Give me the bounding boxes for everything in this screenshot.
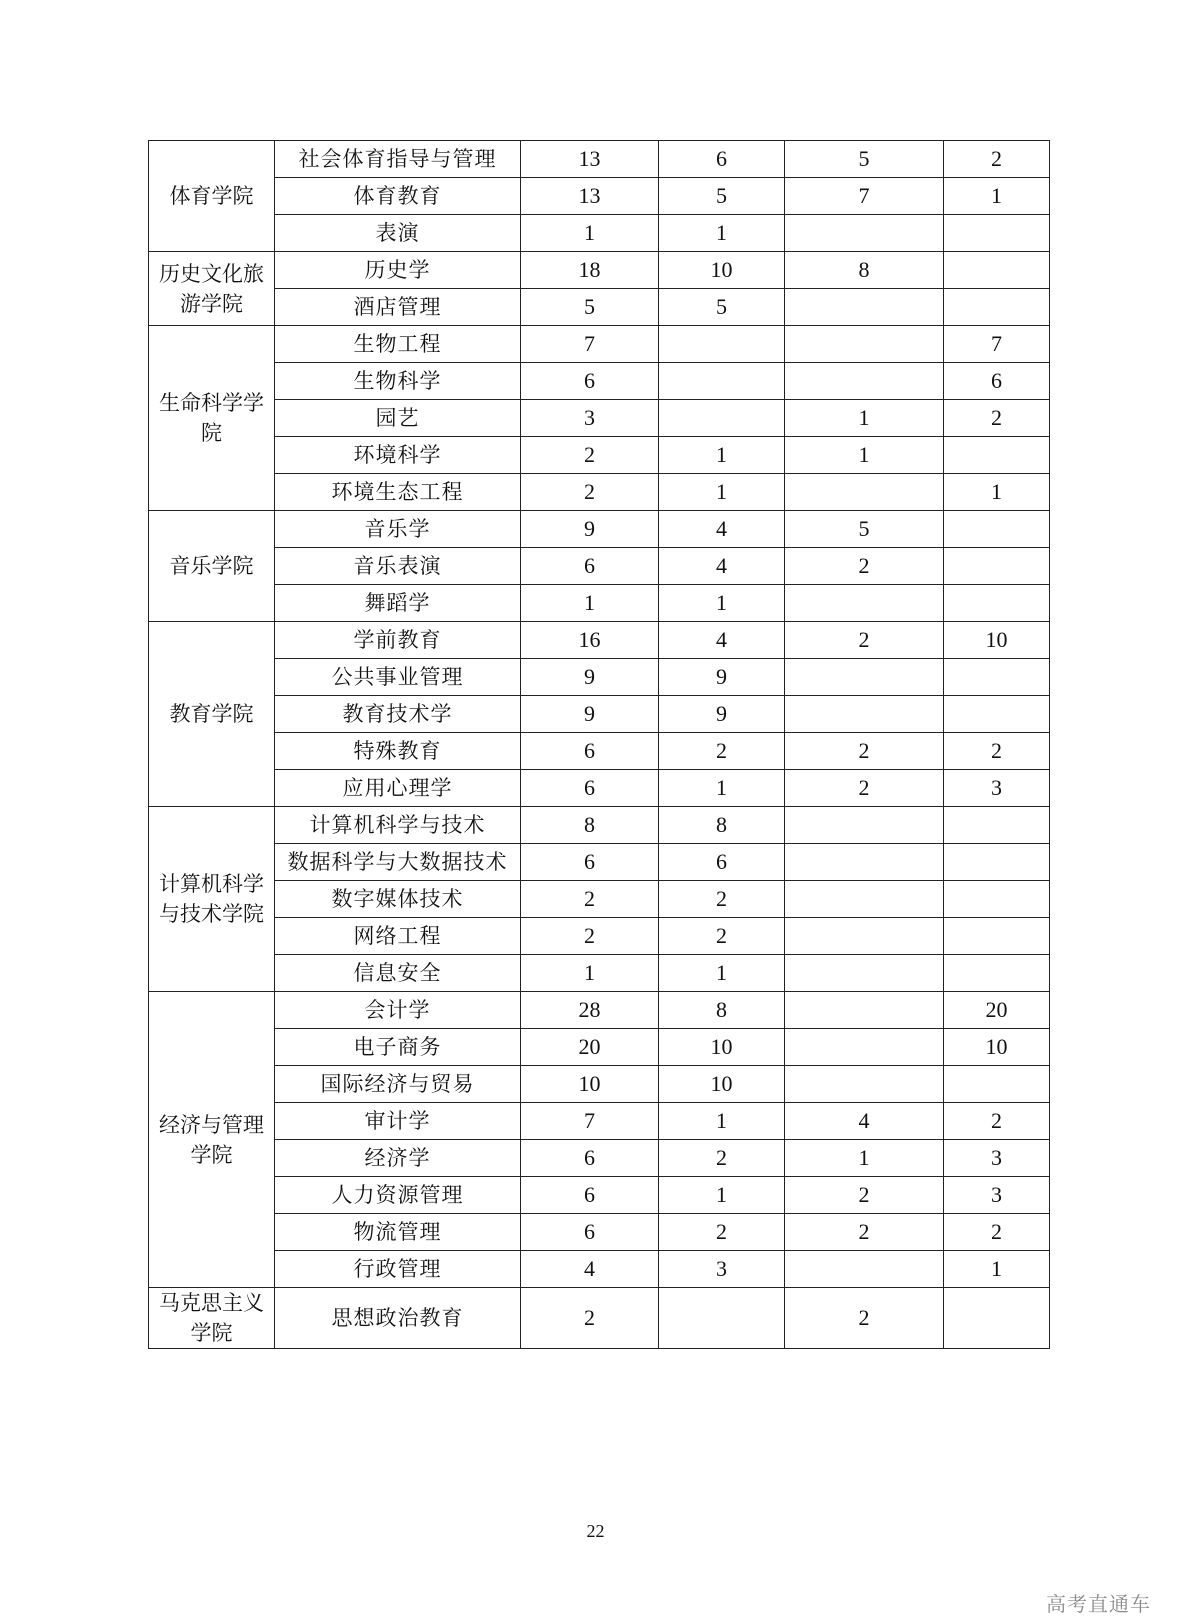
count-cell-2: 4 [785, 1103, 944, 1140]
major-cell: 应用心理学 [275, 770, 521, 807]
count-cell-1: 4 [659, 548, 785, 585]
count-cell-2 [785, 1029, 944, 1066]
count-cell-2: 5 [785, 511, 944, 548]
count-cell-3 [944, 585, 1050, 622]
count-cell-3: 6 [944, 363, 1050, 400]
count-cell-3: 3 [944, 1140, 1050, 1177]
count-cell-3: 1 [944, 178, 1050, 215]
count-cell-3: 3 [944, 1177, 1050, 1214]
count-cell-1: 2 [659, 1140, 785, 1177]
count-cell-2: 1 [785, 437, 944, 474]
total-cell: 13 [521, 141, 659, 178]
total-cell: 6 [521, 548, 659, 585]
total-cell: 6 [521, 733, 659, 770]
college-cell: 体育学院 [149, 141, 275, 252]
count-cell-3: 10 [944, 1029, 1050, 1066]
table-row [149, 844, 1050, 881]
major-cell: 审计学 [275, 1103, 521, 1140]
count-cell-1: 4 [659, 622, 785, 659]
major-cell: 历史学 [275, 252, 521, 289]
table-row [149, 326, 1050, 363]
table-row [149, 955, 1050, 992]
table-row [149, 548, 1050, 585]
table-row [149, 1214, 1050, 1251]
college-cell: 生命科学学院 [149, 326, 275, 511]
count-cell-1: 2 [659, 881, 785, 918]
count-cell-2 [785, 585, 944, 622]
count-cell-1: 3 [659, 1251, 785, 1288]
count-cell-1: 2 [659, 733, 785, 770]
table-row [149, 1140, 1050, 1177]
total-cell: 13 [521, 178, 659, 215]
count-cell-3 [944, 1288, 1050, 1349]
count-cell-3: 2 [944, 733, 1050, 770]
total-cell: 5 [521, 289, 659, 326]
table-row [149, 1066, 1050, 1103]
count-cell-3 [944, 696, 1050, 733]
count-cell-2 [785, 696, 944, 733]
count-cell-2 [785, 326, 944, 363]
total-cell: 2 [521, 437, 659, 474]
count-cell-3 [944, 548, 1050, 585]
count-cell-1: 9 [659, 696, 785, 733]
total-cell: 6 [521, 1177, 659, 1214]
total-cell: 1 [521, 585, 659, 622]
major-cell: 特殊教育 [275, 733, 521, 770]
total-cell: 10 [521, 1066, 659, 1103]
count-cell-1: 10 [659, 1066, 785, 1103]
major-cell: 国际经济与贸易 [275, 1066, 521, 1103]
count-cell-3 [944, 252, 1050, 289]
table-row [149, 474, 1050, 511]
major-cell: 环境科学 [275, 437, 521, 474]
major-cell: 体育教育 [275, 178, 521, 215]
count-cell-2 [785, 918, 944, 955]
count-cell-1: 1 [659, 437, 785, 474]
total-cell: 6 [521, 363, 659, 400]
major-cell: 生物工程 [275, 326, 521, 363]
count-cell-1 [659, 1288, 785, 1349]
total-cell: 1 [521, 215, 659, 252]
count-cell-1: 1 [659, 215, 785, 252]
count-cell-2: 8 [785, 252, 944, 289]
count-cell-2: 2 [785, 1177, 944, 1214]
count-cell-3: 2 [944, 141, 1050, 178]
count-cell-1: 1 [659, 955, 785, 992]
major-cell: 园艺 [275, 400, 521, 437]
total-cell: 18 [521, 252, 659, 289]
count-cell-1: 1 [659, 585, 785, 622]
table-row [149, 1029, 1050, 1066]
count-cell-2: 1 [785, 1140, 944, 1177]
count-cell-3 [944, 437, 1050, 474]
count-cell-2: 5 [785, 141, 944, 178]
total-cell: 20 [521, 1029, 659, 1066]
count-cell-1: 9 [659, 659, 785, 696]
total-cell: 6 [521, 1214, 659, 1251]
major-cell: 信息安全 [275, 955, 521, 992]
count-cell-1: 8 [659, 807, 785, 844]
major-cell: 酒店管理 [275, 289, 521, 326]
table-row [149, 178, 1050, 215]
major-cell: 教育技术学 [275, 696, 521, 733]
count-cell-2 [785, 992, 944, 1029]
count-cell-1: 8 [659, 992, 785, 1029]
count-cell-2 [785, 215, 944, 252]
major-cell: 生物科学 [275, 363, 521, 400]
count-cell-2 [785, 955, 944, 992]
major-cell: 表演 [275, 215, 521, 252]
count-cell-3: 1 [944, 474, 1050, 511]
count-cell-2 [785, 363, 944, 400]
major-cell: 环境生态工程 [275, 474, 521, 511]
table-row [149, 1177, 1050, 1214]
count-cell-3 [944, 807, 1050, 844]
table-row [149, 141, 1050, 178]
count-cell-2: 2 [785, 1214, 944, 1251]
table-row [149, 696, 1050, 733]
count-cell-2 [785, 474, 944, 511]
count-cell-3 [944, 215, 1050, 252]
total-cell: 8 [521, 807, 659, 844]
count-cell-1: 6 [659, 844, 785, 881]
table-row [149, 622, 1050, 659]
table-row [149, 992, 1050, 1029]
count-cell-3: 2 [944, 1103, 1050, 1140]
count-cell-1: 2 [659, 1214, 785, 1251]
table-row [149, 437, 1050, 474]
major-cell: 计算机科学与技术 [275, 807, 521, 844]
count-cell-3 [944, 659, 1050, 696]
count-cell-3 [944, 881, 1050, 918]
count-cell-3 [944, 289, 1050, 326]
total-cell: 28 [521, 992, 659, 1029]
table-row [149, 289, 1050, 326]
count-cell-2: 2 [785, 733, 944, 770]
table-row [149, 733, 1050, 770]
count-cell-1: 1 [659, 1177, 785, 1214]
total-cell: 2 [521, 474, 659, 511]
count-cell-3: 2 [944, 400, 1050, 437]
count-cell-2: 2 [785, 1288, 944, 1349]
college-cell: 马克思主义学院 [149, 1288, 275, 1349]
major-cell: 会计学 [275, 992, 521, 1029]
count-cell-1: 1 [659, 474, 785, 511]
count-cell-3 [944, 511, 1050, 548]
total-cell: 7 [521, 1103, 659, 1140]
count-cell-3 [944, 955, 1050, 992]
total-cell: 3 [521, 400, 659, 437]
count-cell-1: 6 [659, 141, 785, 178]
count-cell-3: 3 [944, 770, 1050, 807]
total-cell: 6 [521, 770, 659, 807]
table-row [149, 363, 1050, 400]
table-row [149, 1103, 1050, 1140]
total-cell: 9 [521, 696, 659, 733]
count-cell-2: 1 [785, 400, 944, 437]
table-row [149, 400, 1050, 437]
major-cell: 数据科学与大数据技术 [275, 844, 521, 881]
table-row [149, 1251, 1050, 1288]
table-row [149, 1288, 1050, 1349]
count-cell-3: 10 [944, 622, 1050, 659]
count-cell-1: 4 [659, 511, 785, 548]
count-cell-1 [659, 326, 785, 363]
table-body [149, 141, 1050, 1349]
count-cell-1: 5 [659, 178, 785, 215]
count-cell-1: 2 [659, 918, 785, 955]
table-row [149, 252, 1050, 289]
table-row [149, 659, 1050, 696]
total-cell: 2 [521, 881, 659, 918]
total-cell: 2 [521, 918, 659, 955]
count-cell-2 [785, 1251, 944, 1288]
table-row [149, 215, 1050, 252]
total-cell: 9 [521, 659, 659, 696]
table-row [149, 918, 1050, 955]
count-cell-2 [785, 844, 944, 881]
major-cell: 社会体育指导与管理 [275, 141, 521, 178]
major-cell: 学前教育 [275, 622, 521, 659]
count-cell-3 [944, 918, 1050, 955]
major-cell: 思想政治教育 [275, 1288, 521, 1349]
table-row [149, 881, 1050, 918]
major-cell: 行政管理 [275, 1251, 521, 1288]
major-cell: 音乐学 [275, 511, 521, 548]
total-cell: 9 [521, 511, 659, 548]
count-cell-1 [659, 363, 785, 400]
count-cell-3: 7 [944, 326, 1050, 363]
count-cell-1: 5 [659, 289, 785, 326]
total-cell: 4 [521, 1251, 659, 1288]
page-number: 22 [586, 1521, 605, 1541]
count-cell-3 [944, 1066, 1050, 1103]
total-cell: 16 [521, 622, 659, 659]
count-cell-2 [785, 1066, 944, 1103]
count-cell-3 [944, 844, 1050, 881]
major-cell: 舞蹈学 [275, 585, 521, 622]
count-cell-3: 2 [944, 1214, 1050, 1251]
total-cell: 6 [521, 1140, 659, 1177]
college-cell: 音乐学院 [149, 511, 275, 622]
college-cell: 教育学院 [149, 622, 275, 807]
count-cell-3: 20 [944, 992, 1050, 1029]
count-cell-2 [785, 289, 944, 326]
total-cell: 6 [521, 844, 659, 881]
table-row [149, 585, 1050, 622]
total-cell: 7 [521, 326, 659, 363]
count-cell-1: 1 [659, 1103, 785, 1140]
count-cell-2: 2 [785, 770, 944, 807]
count-cell-2 [785, 881, 944, 918]
table-row [149, 807, 1050, 844]
enrollment-table [148, 140, 1050, 1349]
major-cell: 经济学 [275, 1140, 521, 1177]
count-cell-1: 10 [659, 252, 785, 289]
college-cell: 计算机科学与技术学院 [149, 807, 275, 992]
major-cell: 数字媒体技术 [275, 881, 521, 918]
count-cell-2: 2 [785, 622, 944, 659]
count-cell-2: 7 [785, 178, 944, 215]
watermark-text: 高考直通车 [1046, 1592, 1151, 1616]
count-cell-1: 10 [659, 1029, 785, 1066]
major-cell: 音乐表演 [275, 548, 521, 585]
major-cell: 人力资源管理 [275, 1177, 521, 1214]
count-cell-2: 2 [785, 548, 944, 585]
college-cell: 经济与管理学院 [149, 992, 275, 1288]
count-cell-3: 1 [944, 1251, 1050, 1288]
major-cell: 物流管理 [275, 1214, 521, 1251]
count-cell-1 [659, 400, 785, 437]
major-cell: 电子商务 [275, 1029, 521, 1066]
major-cell: 网络工程 [275, 918, 521, 955]
major-cell: 公共事业管理 [275, 659, 521, 696]
count-cell-1: 1 [659, 770, 785, 807]
total-cell: 2 [521, 1288, 659, 1349]
total-cell: 1 [521, 955, 659, 992]
table-row [149, 770, 1050, 807]
count-cell-2 [785, 807, 944, 844]
table-row [149, 511, 1050, 548]
count-cell-2 [785, 659, 944, 696]
college-cell: 历史文化旅游学院 [149, 252, 275, 326]
